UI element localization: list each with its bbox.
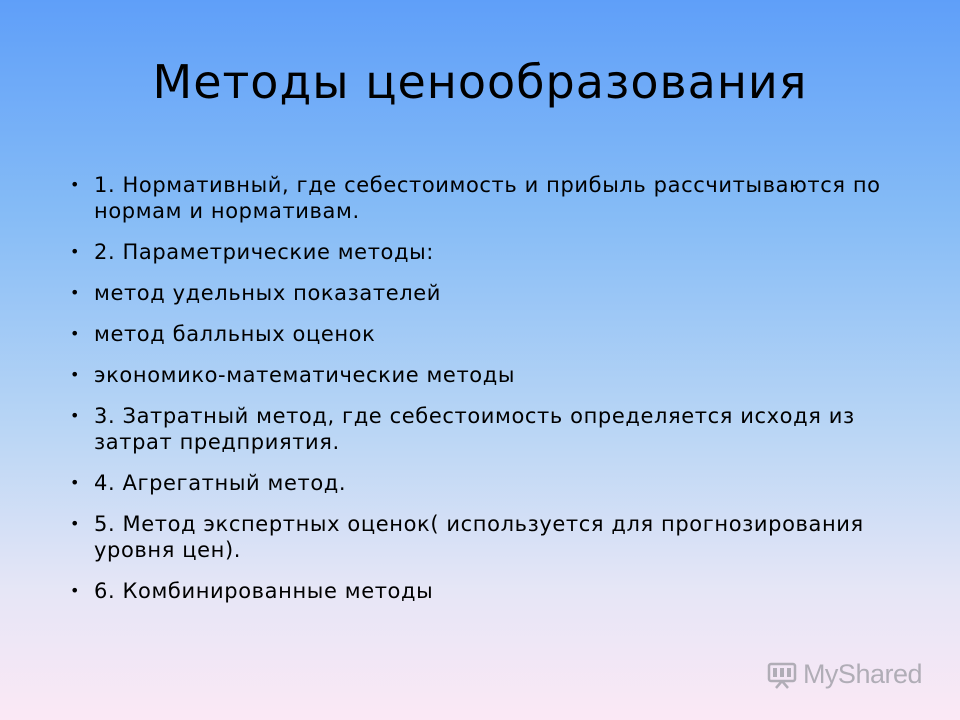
bullet-item <box>70 239 890 265</box>
bullet-item <box>70 470 890 496</box>
bullet-text: 1. Нормативный, где себестоимость и прибыль рассчитываются по нормам и нормативам. <box>94 173 881 223</box>
bullet-item <box>70 403 890 455</box>
watermark <box>767 659 922 690</box>
bullet-dot-icon: • <box>70 406 81 425</box>
bullet-dot-icon: • <box>70 175 81 194</box>
watermark-text: MyShared <box>802 659 922 689</box>
bullet-text: 4. Агрегатный метод. <box>94 471 347 495</box>
bullet-text: экономико-математические методы <box>94 363 516 387</box>
bullet-item <box>70 362 890 388</box>
bullet-dot-icon: • <box>70 473 81 492</box>
bullet-item <box>70 280 890 306</box>
bullet-dot-icon: • <box>70 365 81 384</box>
bullet-item <box>70 578 890 604</box>
bullet-item <box>70 172 890 224</box>
bullet-dot-icon: • <box>70 283 81 302</box>
presentation-board-icon <box>767 660 797 690</box>
bullet-text: метод балльных оценок <box>94 322 376 346</box>
bullet-text: 5. Метод экспертных оценок( используется для прогнозирования уровня цен). <box>94 512 864 562</box>
bullet-list <box>70 172 890 619</box>
slide-title: Методы ценообразования <box>152 55 808 109</box>
bullet-dot-icon: • <box>70 242 81 261</box>
bullet-item <box>70 511 890 563</box>
bullet-text: 2. Параметрические методы: <box>94 240 434 264</box>
bullet-dot-icon: • <box>70 324 81 343</box>
bullet-text: метод удельных показателей <box>94 281 442 305</box>
bullet-text: 6. Комбинированные методы <box>94 579 434 603</box>
bullet-item <box>70 321 890 347</box>
bullet-dot-icon: • <box>70 581 81 600</box>
bullet-text: 3. Затратный метод, где себестоимость определяется исходя из затрат предприятия. <box>94 404 855 454</box>
bullet-dot-icon: • <box>70 514 81 533</box>
